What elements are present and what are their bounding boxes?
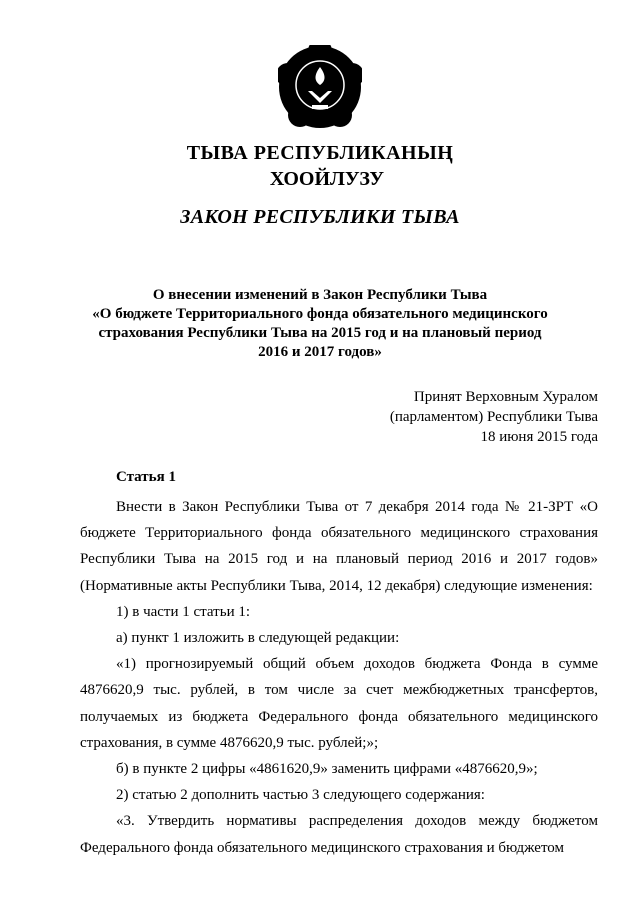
paragraph: а) пункт 1 изложить в следующей редакции: (116, 630, 400, 647)
header-subtitle-tuvan: ХООЙЛУЗУ (269, 168, 385, 190)
paragraph: б) в пункте 2 цифры «4861620,9» заменить цифрами «4876620,9»; (116, 761, 538, 778)
title-line: 2016 и 2017 годов» (258, 344, 382, 360)
paragraph: 2) статью 2 дополнить частью 3 следующего содержания: (116, 787, 485, 804)
title-line: «О бюджете Территориального фонда обязательного медицинского (92, 306, 548, 322)
paragraph: 1) в части 1 статьи 1: (116, 603, 251, 620)
title-line: О внесении изменений в Закон Республики Тыва (152, 287, 488, 303)
adoption-note (390, 387, 598, 447)
header-title-tuvan: ТЫВА РЕСПУБЛИКАНЫҢ (186, 142, 454, 164)
paragraph: Внести в Закон Республики Тыва от 7 декабря 2014 года № 21-ЗРТ «О бюджете Территориального фонда обязательного медицинского страхования Республики Тыва на 2015 год и на плановый период 2016 и 2017 годов» (Нормативные акты Республики Тыва, 2014, 12 декабря) следующие изменения: (80, 499, 598, 594)
emblem-icon (278, 45, 362, 129)
paragraph: «3. Утвердить нормативы распределения доходов между бюджетом Федерального фонда обязательного медицинского страхования и бюджетом (80, 813, 598, 856)
adoption-line: (парламентом) Республики Тыва (389, 409, 598, 425)
title-line: страхования Республики Тыва на 2015 год и на плановый период (98, 325, 542, 341)
header-title-russian: ЗАКОН РЕСПУБЛИКИ ТЫВА (180, 206, 460, 228)
document-title (90, 286, 550, 362)
article-body (80, 494, 598, 861)
adoption-line: Принят Верховным Хуралом (413, 389, 598, 405)
article-heading: Статья 1 (116, 469, 176, 485)
paragraph: «1) прогнозируемый общий объем доходов бюджета Фонда в сумме 4876620,9 тыс. рублей, в том числе за счет межбюджетных трансфертов, получаемых из бюджета Федерального фонда обязательного медицинского страхования, в сумме 4876620,9 тыс. рублей;»; (80, 656, 598, 751)
adoption-date: 18 июня 2015 года (480, 429, 598, 445)
